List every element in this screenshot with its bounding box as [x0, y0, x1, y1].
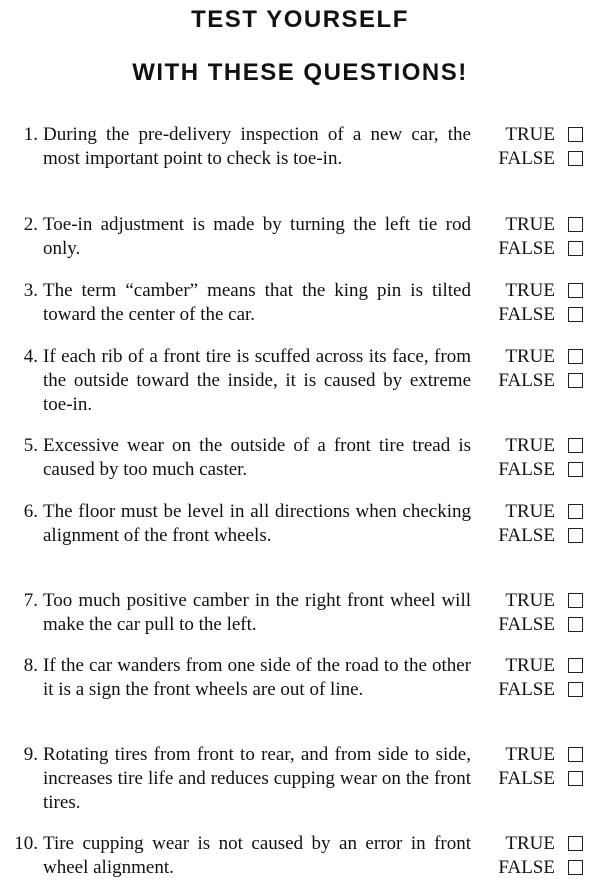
false-checkbox[interactable] — [568, 151, 583, 166]
false-checkbox[interactable] — [568, 860, 583, 875]
true-label: TRUE — [505, 744, 555, 765]
true-checkbox[interactable] — [568, 127, 583, 142]
question-number: 10. — [14, 833, 38, 854]
question-number: 8. — [23, 655, 38, 676]
true-label: TRUE — [505, 655, 555, 676]
true-label: TRUE — [505, 501, 555, 522]
false-option[interactable] — [492, 678, 592, 702]
false-option[interactable] — [492, 369, 592, 393]
false-checkbox[interactable] — [568, 462, 583, 477]
false-option[interactable] — [492, 237, 592, 261]
question-text: The floor must be level in all directions when checking alignment of the front wheels. — [43, 501, 471, 546]
false-label: FALSE — [498, 525, 555, 546]
false-option[interactable] — [492, 458, 592, 482]
true-label: TRUE — [505, 280, 555, 301]
false-option[interactable] — [492, 147, 592, 171]
false-label: FALSE — [498, 304, 555, 325]
true-option[interactable] — [492, 345, 592, 369]
true-checkbox[interactable] — [568, 747, 583, 762]
question-number: 7. — [23, 590, 38, 611]
true-option[interactable] — [492, 654, 592, 678]
true-option[interactable] — [492, 213, 592, 237]
false-checkbox[interactable] — [568, 241, 583, 256]
true-label: TRUE — [505, 124, 555, 145]
false-label: FALSE — [498, 857, 555, 878]
true-checkbox[interactable] — [568, 504, 583, 519]
true-checkbox[interactable] — [568, 438, 583, 453]
true-checkbox[interactable] — [568, 593, 583, 608]
true-option[interactable] — [492, 589, 592, 613]
true-option[interactable] — [492, 500, 592, 524]
page-subtitle: WITH THESE QUESTIONS! — [132, 59, 468, 86]
false-label: FALSE — [498, 679, 555, 700]
false-checkbox[interactable] — [568, 307, 583, 322]
question-text: Too much positive camber in the right front wheel will make the car pull to the left. — [43, 590, 471, 635]
false-label: FALSE — [498, 238, 555, 259]
question-number: 4. — [23, 346, 38, 367]
false-label: FALSE — [498, 370, 555, 391]
false-label: FALSE — [498, 148, 555, 169]
true-option[interactable] — [492, 123, 592, 147]
question-number: 9. — [23, 744, 38, 765]
true-checkbox[interactable] — [568, 658, 583, 673]
true-checkbox[interactable] — [568, 217, 583, 232]
true-label: TRUE — [505, 346, 555, 367]
false-label: FALSE — [498, 614, 555, 635]
true-option[interactable] — [492, 279, 592, 303]
false-checkbox[interactable] — [568, 617, 583, 632]
question-text: The term “camber” means that the king pin is tilted toward the center of the car. — [43, 280, 471, 325]
question-text: Rotating tires from front to rear, and from side to side, increases tire life and reduces cupping wear on the front tires. — [43, 744, 471, 813]
question-text: Tire cupping wear is not caused by an error in front wheel alignment. — [43, 833, 471, 878]
true-checkbox[interactable] — [568, 349, 583, 364]
false-option[interactable] — [492, 767, 592, 791]
false-option[interactable] — [492, 524, 592, 548]
true-option[interactable] — [492, 434, 592, 458]
question-text: During the pre-delivery inspection of a new car, the most important point to check is toe-in. — [43, 124, 471, 169]
page-title: TEST YOURSELF — [191, 6, 409, 33]
question-number: 5. — [23, 435, 38, 456]
true-label: TRUE — [505, 435, 555, 456]
false-label: FALSE — [498, 768, 555, 789]
question-text: Toe-in adjustment is made by turning the left tie rod only. — [43, 214, 471, 259]
true-label: TRUE — [505, 214, 555, 235]
false-option[interactable] — [492, 856, 592, 880]
true-checkbox[interactable] — [568, 836, 583, 851]
question-number: 6. — [23, 501, 38, 522]
true-label: TRUE — [505, 833, 555, 854]
false-checkbox[interactable] — [568, 682, 583, 697]
true-checkbox[interactable] — [568, 283, 583, 298]
question-number: 2. — [23, 214, 38, 235]
true-option[interactable] — [492, 743, 592, 767]
question-text: Excessive wear on the outside of a front tire tread is caused by too much caster. — [43, 435, 471, 480]
true-label: TRUE — [505, 590, 555, 611]
false-option[interactable] — [492, 303, 592, 327]
false-checkbox[interactable] — [568, 528, 583, 543]
question-text: If each rib of a front tire is scuffed across its face, from the outside toward the inside, it is caused by extreme toe-in. — [43, 346, 471, 415]
question-number: 1. — [23, 124, 38, 145]
question-number: 3. — [23, 280, 38, 301]
false-option[interactable] — [492, 613, 592, 637]
true-option[interactable] — [492, 832, 592, 856]
false-label: FALSE — [498, 459, 555, 480]
question-text: If the car wanders from one side of the road to the other it is a sign the front wheels are out of line. — [43, 655, 471, 700]
false-checkbox[interactable] — [568, 771, 583, 786]
false-checkbox[interactable] — [568, 373, 583, 388]
